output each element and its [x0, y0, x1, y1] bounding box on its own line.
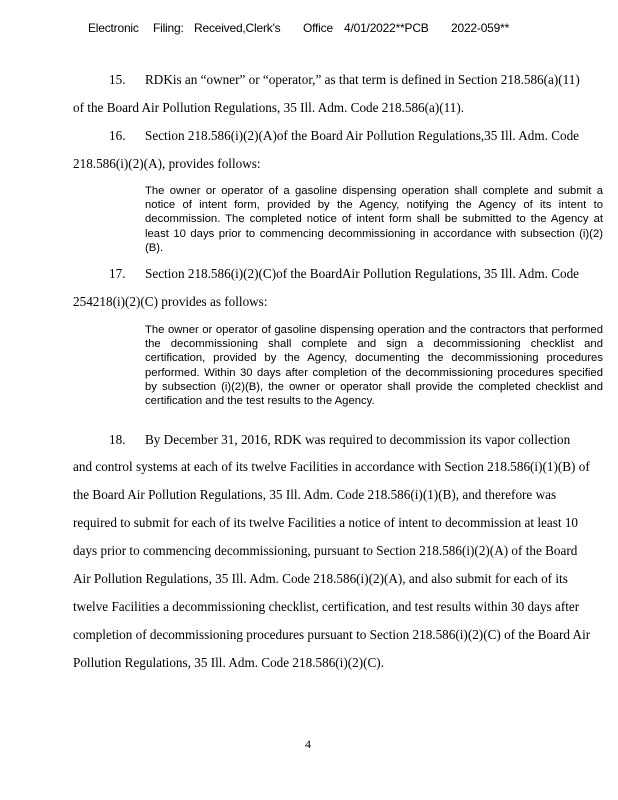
para-16-number: 16.	[109, 128, 126, 143]
para-18-line-9: Pollution Regulations, 35 Ill. Adm. Code 218.586(i)(2)(C).	[73, 655, 384, 670]
para-18-line-4: required to submit for each of its twelve Facilities a notice of intent to decommission at least 10	[73, 515, 579, 530]
para-18-number: 18.	[109, 432, 126, 447]
para-18-line-2: and control systems at each of its twelve Facilities in accordance with Section 218.586(i)(1)(B) of	[73, 459, 590, 474]
para-18-line-1	[109, 432, 570, 448]
header-electronic: Electronic	[88, 21, 139, 35]
para-17-line-1	[109, 266, 579, 282]
para-18-line-5: days prior to commencing decommissioning, pursuant to Section 218.586(i)(2)(A) of the Board	[73, 543, 578, 558]
para-16-line-2: 218.586(i)(2)(A), provides follows:	[73, 156, 261, 171]
para-15-text-1: RDKis an “owner” or “operator,” as that term is defined in Section 218.586(a)(11)	[145, 72, 580, 87]
para-18-line-8: completion of decommissioning procedures pursuant to Section 218.586(i)(2)(C) of the Board Air	[73, 627, 591, 642]
para-16-block-quote: The owner or operator of a gasoline dispensing operation shall complete and submit a notice of intent form, provided by the Agency, notifying the Agency of its intent to decommission. The completed notice of intent form shall be submitted to the Agency at least 10 days prior to commencing decommissioning in accordance with subsection (i)(2)(B).	[145, 185, 603, 254]
header-filing: Filing:	[153, 21, 184, 35]
para-18-text-1: By December 31, 2016, RDK was required to decommission its vapor collection	[145, 432, 571, 447]
header-office: Office	[303, 21, 333, 35]
para-17-text-1: Section 218.586(i)(2)(C)of the BoardAir Pollution Regulations, 35 Ill. Adm. Code	[145, 266, 580, 281]
para-16-line-1	[109, 128, 579, 144]
page-number: 4	[305, 737, 311, 751]
para-15-line-1	[109, 72, 580, 88]
para-18-line-3: the Board Air Pollution Regulations, 35 Ill. Adm. Code 218.586(i)(1)(B), and therefore was	[73, 487, 557, 502]
header-received: Received,Clerk's	[194, 21, 281, 35]
header-date: 4/01/2022**PCB	[344, 21, 429, 35]
para-18-line-6: Air Pollution Regulations, 35 Ill. Adm. Code 218.586(i)(2)(A), and also submit for each of its	[73, 571, 568, 586]
para-15-line-2: of the Board Air Pollution Regulations, 35 Ill. Adm. Code 218.586(a)(11).	[73, 100, 465, 115]
para-18-line-7: twelve Facilities a decommissioning checklist, certification, and test results within 30 days after	[73, 599, 580, 614]
para-15-number: 15.	[109, 72, 126, 87]
para-16-text-1: Section 218.586(i)(2)(A)of the Board Air Pollution Regulations,35 Ill. Adm. Code	[145, 128, 580, 143]
para-17-number: 17.	[109, 266, 126, 281]
para-17-line-2: 254218(i)(2)(C) provides as follows:	[73, 294, 268, 309]
para-17-block-quote: The owner or operator of gasoline dispensing operation and the contractors that performed the decommissioning shall complete and sign a decommissioning checklist and certification, provided by the Agency, documenting the decommissioning procedures performed. Within 30 days after completion of the decommissioning procedures specified by subsection (i)(2)(B), the owner or operator shall provide the completed checklist and certification and the test results to the Agency.	[145, 324, 603, 408]
header-case: 2022-059**	[451, 21, 510, 35]
